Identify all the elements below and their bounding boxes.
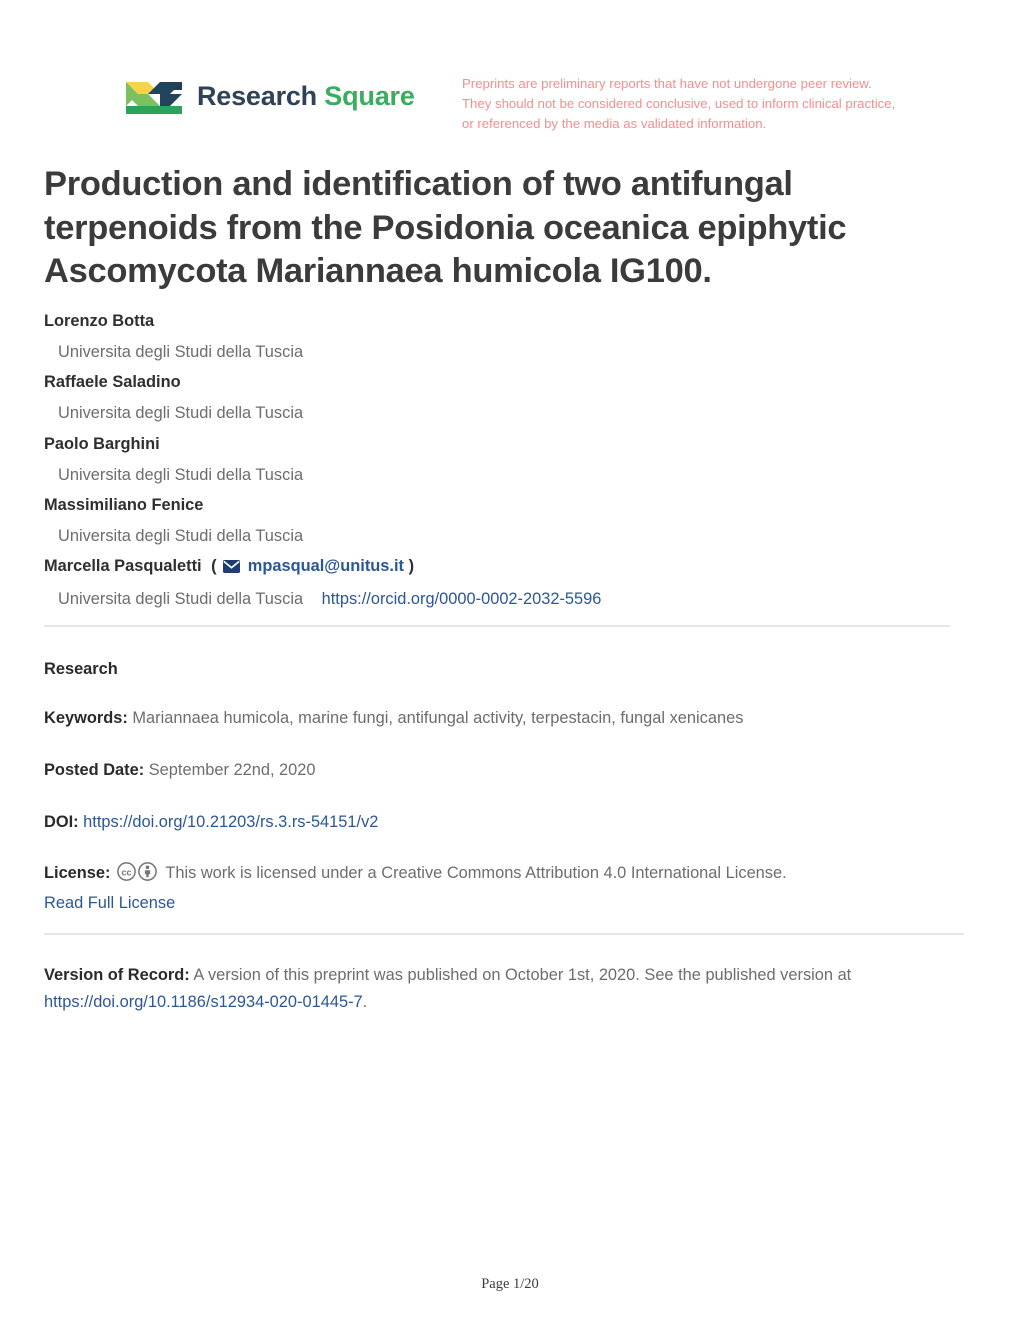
brand-wordmark bbox=[197, 80, 415, 111]
author-name: Paolo Barghini bbox=[44, 434, 160, 453]
doi-row bbox=[44, 811, 964, 835]
keywords-row bbox=[44, 707, 964, 731]
license-row bbox=[44, 862, 964, 916]
author-name bbox=[44, 551, 964, 584]
keywords-value: Mariannaea humicola, marine fungi, antifungal activity, terpestacin, fungal xenicanes bbox=[132, 709, 744, 727]
metadata-section bbox=[44, 660, 964, 916]
author-affiliation bbox=[44, 584, 964, 615]
svg-text:cc: cc bbox=[121, 867, 132, 878]
author-name: Massimiliano Fenice bbox=[44, 496, 204, 515]
author-affiliation: Universita degli Studi della Tuscia bbox=[58, 526, 304, 545]
author-email-group bbox=[211, 557, 414, 575]
page-header bbox=[0, 58, 1020, 138]
research-square-brand[interactable] bbox=[124, 72, 415, 120]
page-footer bbox=[0, 1276, 1020, 1293]
version-of-record-link[interactable]: https://doi.org/10.1186/s12934-020-01445-7 bbox=[44, 992, 363, 1011]
doi-link[interactable]: https://doi.org/10.21203/rs.3.rs-54151/v2 bbox=[83, 812, 379, 831]
doi-label: DOI: bbox=[44, 812, 79, 831]
brand-word-square: Square bbox=[324, 80, 415, 111]
author-entry bbox=[44, 490, 964, 551]
posted-date-label: Posted Date: bbox=[44, 760, 145, 779]
read-full-license-link[interactable]: Read Full License bbox=[44, 894, 176, 913]
version-of-record-suffix: . bbox=[362, 992, 368, 1011]
author-list bbox=[44, 306, 964, 615]
license-text: This work is licensed under a Creative Commons Attribution 4.0 International License. bbox=[165, 864, 787, 883]
author-name: Raffaele Saladino bbox=[44, 373, 181, 392]
author-orcid-link[interactable]: https://orcid.org/0000-0002-2032-5596 bbox=[321, 590, 602, 609]
author-affiliation: Universita degli Studi della Tuscia bbox=[58, 342, 304, 361]
attribution-person-icon bbox=[139, 863, 156, 880]
disclaimer-line-1: Preprints are preliminary reports that have not undergone peer review. bbox=[462, 76, 872, 91]
author-name-text: Marcella Pasqualetti bbox=[44, 557, 202, 576]
author-affiliation: Universita degli Studi della Tuscia bbox=[58, 404, 304, 423]
brand-word-research: Research bbox=[197, 80, 317, 111]
license-badge-group bbox=[117, 862, 157, 889]
author-entry bbox=[44, 429, 964, 490]
paren-open: ( bbox=[211, 557, 217, 576]
research-square-logo-icon bbox=[124, 72, 184, 120]
divider-top bbox=[44, 625, 950, 627]
envelope-icon bbox=[223, 553, 240, 584]
author-affiliation: Universita degli Studi della Tuscia bbox=[58, 465, 304, 484]
author-entry bbox=[44, 367, 964, 428]
version-of-record-row bbox=[44, 962, 949, 1015]
disclaimer-line-2: They should not be considered conclusive, used to inform clinical practice, bbox=[462, 96, 896, 112]
author-email-link[interactable]: mpasqual@unitus.it bbox=[247, 557, 404, 576]
version-of-record-text: A version of this preprint was published on October 1st, 2020. See the published version at bbox=[193, 966, 852, 984]
divider-bottom bbox=[44, 933, 964, 935]
page-title: Production and identification of two antifungal terpenoids from the Posidonia oceanica epiphytic Ascomycota Mariannaea humicola IG100. bbox=[44, 165, 847, 291]
preprint-disclaimer bbox=[462, 74, 932, 134]
creative-commons-icon bbox=[118, 863, 135, 880]
keywords-label: Keywords: bbox=[44, 709, 128, 727]
author-entry-corresponding bbox=[44, 551, 964, 614]
posted-date-value: September 22nd, 2020 bbox=[148, 760, 316, 779]
page-indicator: Page 1/20 bbox=[481, 1276, 539, 1292]
license-label: License: bbox=[44, 864, 111, 883]
disclaimer-line-3: or referenced by the media as validated information. bbox=[462, 116, 767, 132]
posted-date-row bbox=[44, 759, 964, 783]
version-of-record-label: Version of Record: bbox=[44, 966, 190, 984]
author-entry bbox=[44, 306, 964, 367]
paren-close: ) bbox=[408, 557, 415, 576]
author-affiliation-text: Universita degli Studi della Tuscia bbox=[58, 590, 304, 609]
author-name: Lorenzo Botta bbox=[44, 312, 155, 330]
article-type: Research bbox=[44, 660, 118, 678]
